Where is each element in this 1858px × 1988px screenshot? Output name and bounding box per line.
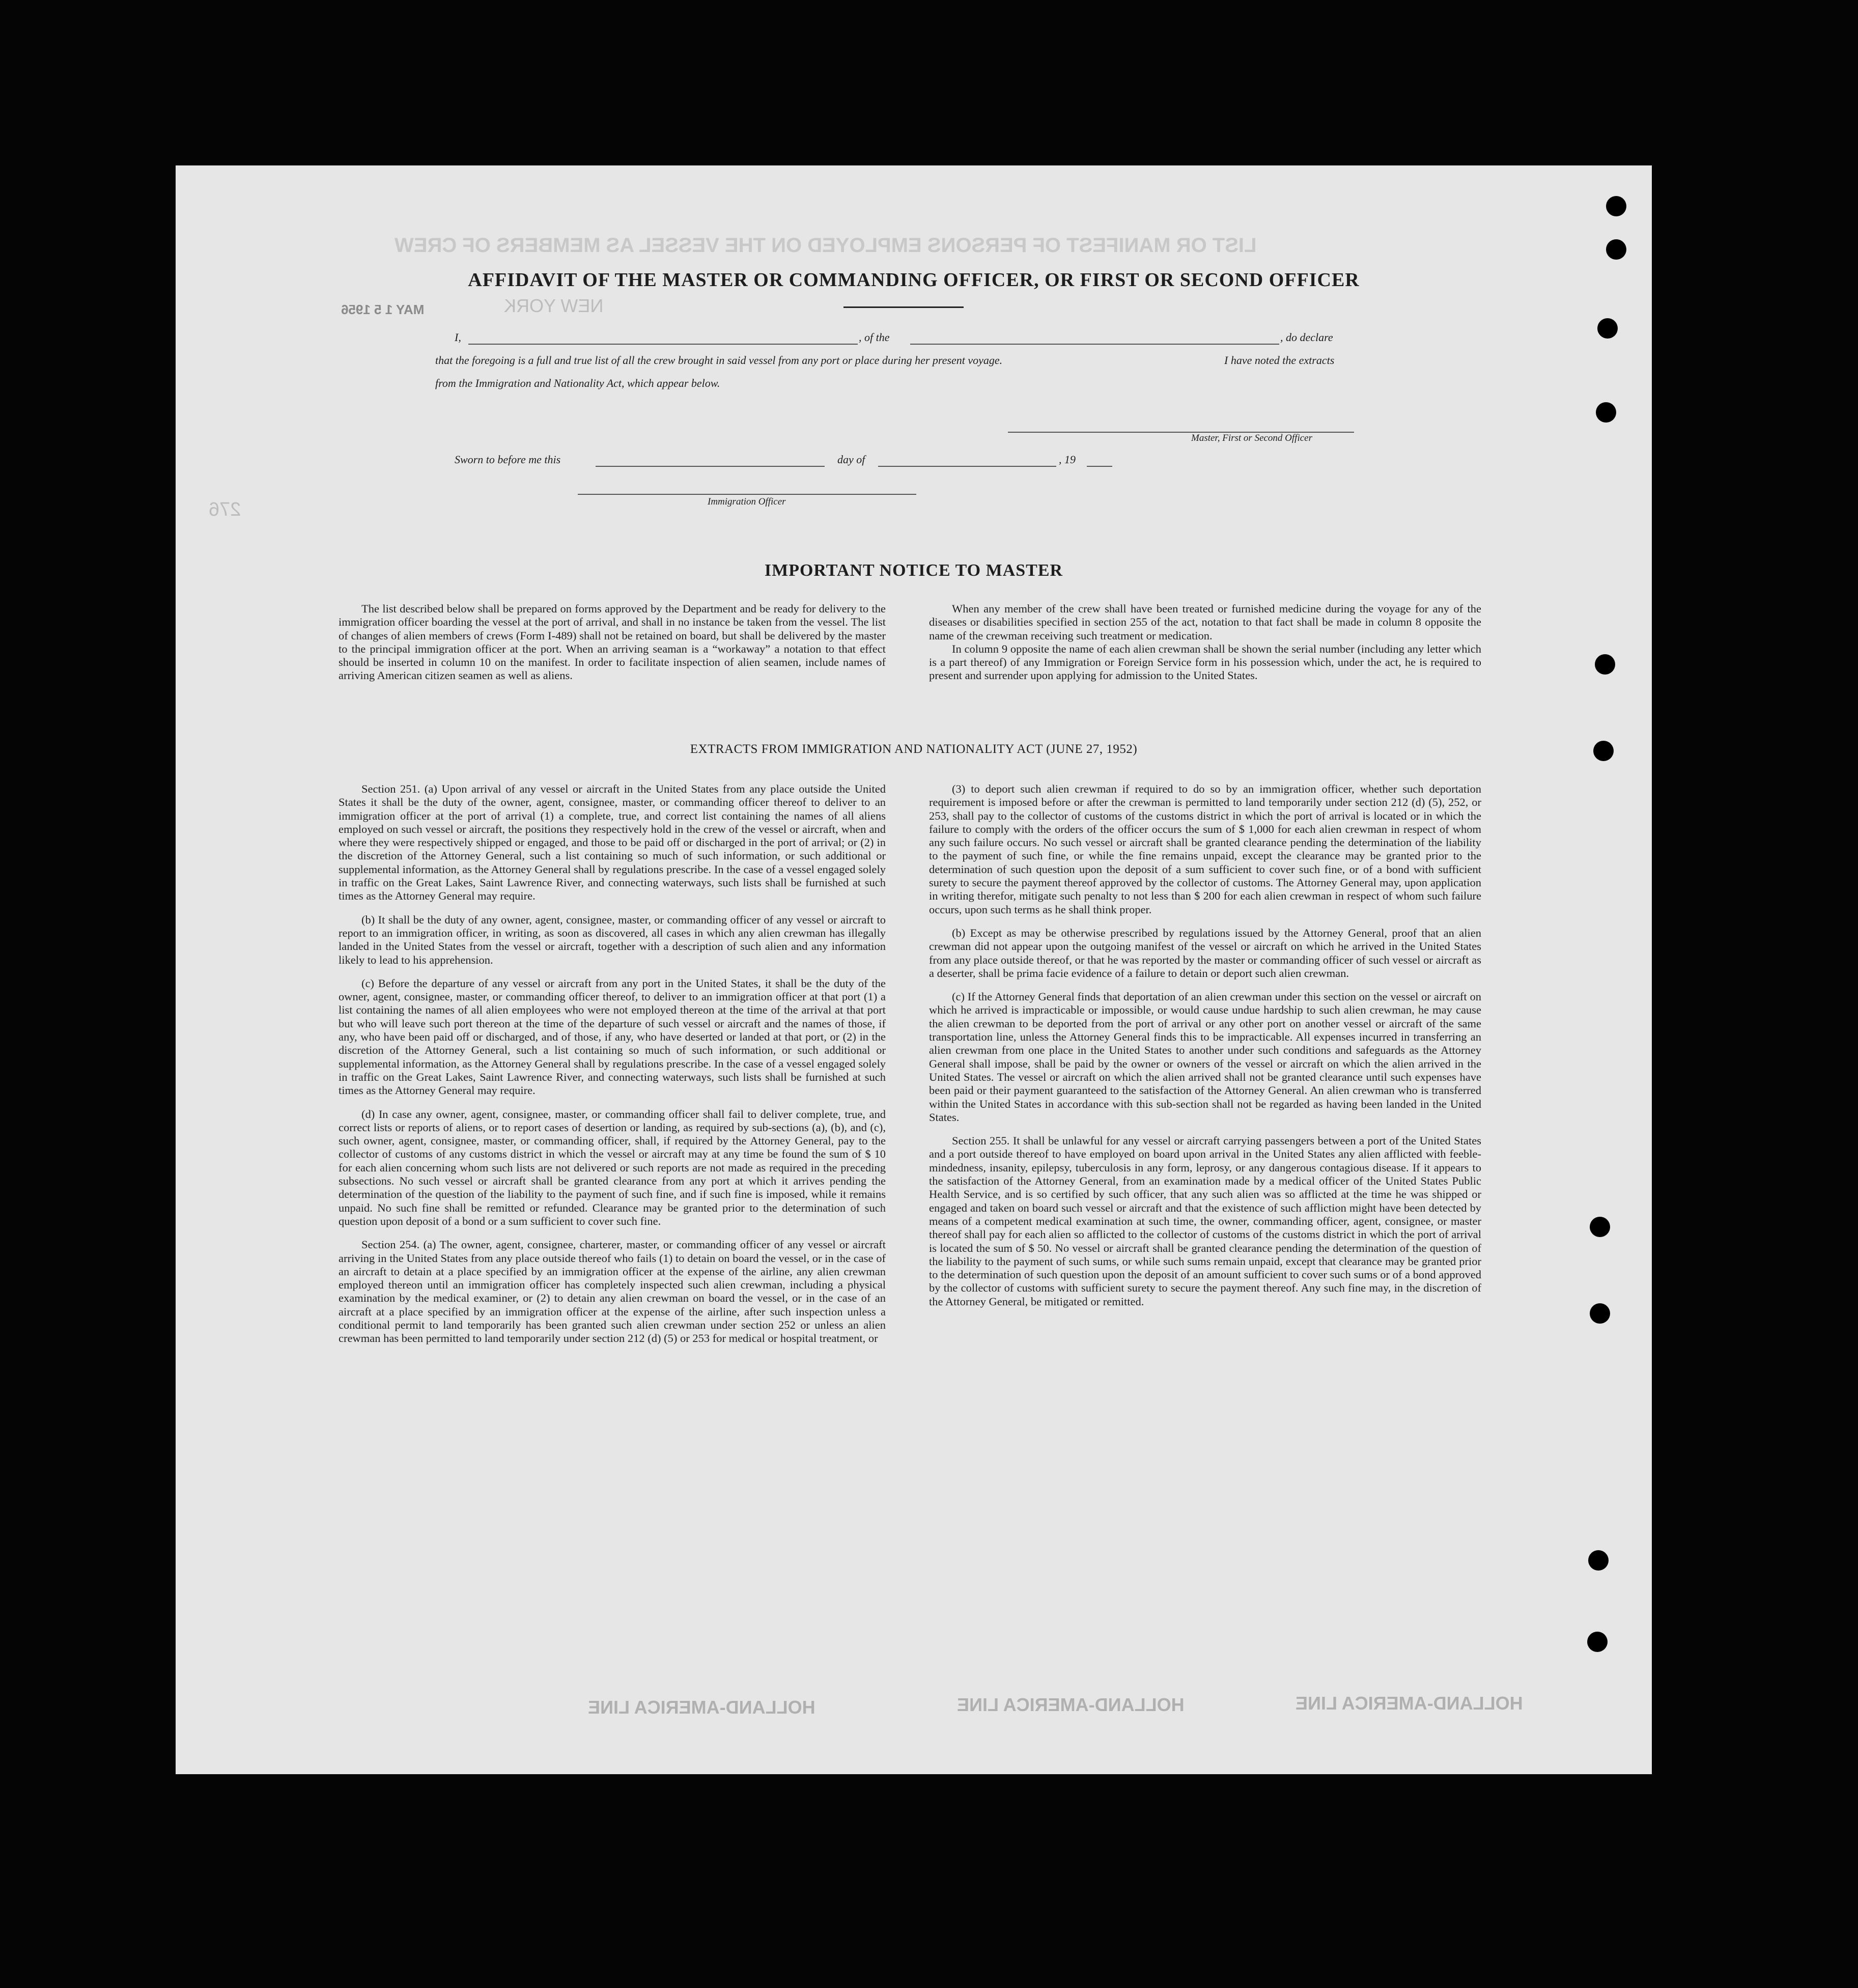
extract-paragraph: (b) Except as may be otherwise prescribed by regulations issued by the Attorney General, proof that an alien crewman did not appear upon the outgoing manifest of the vessel or aircraft on which he arrived in the United States from any place outside thereof, or that he was reported by the master or commanding officer of such vessel or aircraft as a deserter, shall be prima facie evidence of a failure to detain or deport such alien crewman. — [929, 926, 1481, 979]
vessel-field-line — [910, 344, 1279, 345]
signature-caption: Master, First or Second Officer — [1191, 433, 1313, 443]
punch-hole — [1590, 1217, 1610, 1237]
officer-caption: Immigration Officer — [708, 496, 786, 507]
punch-hole — [1593, 741, 1614, 761]
extracts-title: EXTRACTS FROM IMMIGRATION AND NATIONALITY ACT (JUNE 27, 1952) — [690, 742, 1138, 756]
punch-hole — [1606, 239, 1626, 260]
notice-right-column — [929, 602, 1481, 683]
extract-paragraph: (3) to deport such alien crewman if required to do so by an immigration officer, whether such deportation requirement is imposed before or after the crewman is permitted to land temporarily under section 212 (d) (5), 252, or 253, shall pay to the collector of customs of the customs district in which the port of arrival is located or in which the failure to comply with the orders of the officer occurs the sum of $ 1,000 for each alien crewman in respect of whom any such failure occurs. No such vessel or aircraft shall be granted clearance pending the determination of the liability to the payment of such fine, or while the fine remains unpaid, except the clearance may be granted prior to the determination of such question upon the deposit of a sum sufficient to cover such fine, or of a bond with sufficient surety to secure the payment thereof approved by the collector of customs. The Attorney General may, upon application in writing therefor, mitigate such penalty to not less than $ 200 for each alien crewman in respect of whom such failure occurs, upon such terms as he shall think proper. — [929, 782, 1481, 916]
notice-paragraph: When any member of the crew shall have been treated or furnished medicine during the voyage for any of the diseases or disabilities specified in section 255 of the act, notation to that fact shall be made in column 8 opposite the name of the crewman receiving such treatment or medication. — [929, 602, 1481, 642]
document-page — [176, 165, 1652, 1774]
extract-paragraph: Section 254. (a) The owner, agent, consignee, charterer, master, or commanding officer of any vessel or aircraft arriving in the United States from any place outside thereof who fails (1) to detain on board the vessel, or in the case of an aircraft to detain at a place specified by an immigration officer at the expense of the airline, any alien crewman employed thereon until an immigration officer has completely inspected such alien crewman, including a physical examination by the medical examiner, or (2) to detain any alien crewman on board the vessel, or in the case of an aircraft at a place specified by an immigration officer at the expense of the airline, after such inspection unless a conditional permit to land temporarily has been granted such alien crewman under section 252 or unless an alien crewman has been permitted to land temporarily under section 212 (d) (5) or 253 for medical or hospital treatment, or — [339, 1238, 886, 1345]
notice-left-column — [339, 602, 886, 683]
bleed-number: 276 — [209, 499, 241, 520]
punch-hole — [1588, 1550, 1609, 1571]
name-field-line — [468, 344, 858, 345]
affidavit-title: AFFIDAVIT OF THE MASTER OR COMMANDING OFFICER, OR FIRST OR SECOND OFFICER — [468, 269, 1360, 291]
affidavit-line-2-right: I have noted the extracts — [1224, 354, 1335, 367]
sworn-month-line — [878, 466, 1056, 467]
punch-hole — [1587, 1632, 1608, 1652]
bleed-stamp-1: HOLLAND-AMERICA LINE — [588, 1697, 815, 1718]
bleed-stamp-2: HOLLAND-AMERICA LINE — [957, 1694, 1185, 1715]
extract-paragraph: (d) In case any owner, agent, consignee, master, or commanding officer shall fail to deliver complete, true, and correct lists or reports of aliens, or to report cases of desertion or landing, as required by sub-sections (a), (b), and (c), such owner, agent, consignee, master, or commanding officer, shall, if required by the Attorney General, pay to the collector of customs of any customs district in which the vessel or aircraft may at any time be found the sum of $ 10 for each alien concerning whom such lists are not delivered or such reports are not made as required in the preceding subsections. No such vessel or aircraft shall be granted clearance from any port at which it arrives pending the determination of the question of the liability to the payment of such fine, and if such fine is imposed, while it remains unpaid. No such fine shall be remitted or refunded. Clearance may be granted prior to the determination of such question upon deposit of a bond or a sum sufficient to cover such fine. — [339, 1107, 886, 1227]
sworn-day-line — [596, 466, 825, 467]
notice-paragraph: The list described below shall be prepared on forms approved by the Department and be ready for delivery to the immigration officer boarding the vessel at the port of arrival, and shall in no instance be taken from the vessel. The list of changes of alien members of crews (Form I-489) shall not be retained on board, but shall be delivered by the master to the principal immigration officer at the port. When an arriving seaman is a “workaway” a notation to that effect should be inserted in column 10 on the manifest. In order to facilitate inspection of alien seamen, include names of arriving American citizen seamen as well as aliens. — [339, 602, 886, 682]
affidavit-line-2: that the foregoing is a full and true list of all the crew brought in said vessel from any port or place during her present voyage. — [435, 354, 1003, 367]
bleed-stamp-3: HOLLAND-AMERICA LINE — [1296, 1693, 1523, 1714]
officer-signature-line — [578, 494, 916, 495]
extracts-left-column — [339, 782, 886, 1346]
notice-paragraph: In column 9 opposite the name of each alien crewman shall be shown the serial number (including any letter which is a part thereof) of any Immigration or Foreign Service form in his possession which, under the act, he is required to present and surrender upon applying for admission to the United States. — [929, 642, 1481, 682]
punch-hole — [1596, 402, 1616, 423]
punch-hole — [1595, 654, 1615, 675]
affidavit-line-3: from the Immigration and Nationality Act, which appear below. — [435, 377, 720, 389]
extracts-right-column — [929, 782, 1481, 1308]
bleed-date: MAY 1 5 1956 — [341, 302, 425, 317]
extract-paragraph: Section 251. (a) Upon arrival of any vessel or aircraft in the United States from any place outside the United States it shall be the duty of the owner, agent, consignee, master, or commanding officer thereof to deliver to an immigration officer at the port of arrival (1) a complete, true, and correct list containing the names of all aliens employed on such vessel or aircraft, the positions they respectively hold in the crew of the vessel or aircraft, when and where they were respectively shipped or engaged, and those to be paid off or discharged in the port of arrival; or (2) in the discretion of the Attorney General, such a list containing so much of such information, or such additional or supplemental information, as the Attorney General shall by regulations prescribe. In the case of a vessel engaged solely in traffic on the Great Lakes, Saint Lawrence River, and connecting waterways, such lists shall be furnished at such times as the Attorney General may require. — [339, 782, 886, 903]
year-label: , 19 — [1059, 453, 1076, 466]
sworn-year-line — [1087, 466, 1112, 467]
bleed-header: LIST OR MANIFEST OF PERSONS EMPLOYED ON THE VESSEL AS MEMBERS OF CREW — [395, 234, 1257, 257]
bleed-port: NEW YORK — [504, 295, 604, 316]
punch-hole — [1590, 1303, 1610, 1324]
extract-paragraph: Section 255. It shall be unlawful for any vessel or aircraft carrying passengers between a port of the United States and a port outside thereof to have employed on board upon arrival in the United States any alien afflicted with feeble-mindedness, insanity, epilepsy, tuberculosis in any form, leprosy, or any dangerous contagious disease. If it appears to the satisfaction of the Attorney General, from an examination made by a medical officer of the United States Public Health Service, and is so certified by such officer, that any such alien was so afflicted at the time he was shipped or engaged and taken on board such vessel or aircraft and that the existence of such affliction might have been detected by means of a competent medical examination at such time, the owner, commanding officer, agent, consignee, or master thereof shall pay for each alien so afflicted to the collector of customs of the customs district in which the port of arrival is located the sum of $ 50. No vessel or aircraft shall be granted clearance pending the determination of the question of the liability to the payment of such sums, or while such sums remain unpaid, except that clearance may be granted prior to the determination of such question upon the deposit of an amount sufficient to cover such sums or of a bond approved by the collector of customs with sufficient surety to secure the payment thereof. Any such fine may, in the discretion of the Attorney General, be mitigated or remitted. — [929, 1134, 1481, 1308]
extract-paragraph: (b) It shall be the duty of any owner, agent, consignee, master, or commanding officer of any vessel or aircraft to report to an immigration officer, in writing, as soon as discovered, all cases in which any alien crewman has illegally landed in the United States from the vessel or aircraft, together with a description of such alien and any information likely to lead to his apprehension. — [339, 913, 886, 966]
notice-title: IMPORTANT NOTICE TO MASTER — [764, 561, 1063, 580]
affidavit-i-label: I, — [455, 331, 461, 344]
sworn-label: Sworn to before me this — [455, 453, 561, 466]
extract-paragraph: (c) If the Attorney General finds that deportation of an alien crewman under this section on the vessel or aircraft on which he arrived is impracticable or impossible, or would cause undue hardship to such alien crewman, he may cause the alien crewman to be deported from the port of arrival or any other port on another vessel or aircraft of the same transportation line, unless the Attorney General finds this to be impracticable. All expenses incurred in transferring an alien crewman from one place in the United States to another under such conditions and safeguards as the Attorney General shall impose, shall be paid by the owner or owners of the vessel or aircraft on which the alien arrived in the United States. The vessel or aircraft on which the alien arrived shall not be granted clearance until such expenses have been paid or their payment guaranteed to the satisfaction of the Attorney General. An alien crewman who is transferred within the United States in accordance with this sub-section shall not be regarded as having been landed in the United States. — [929, 990, 1481, 1124]
extract-paragraph: (c) Before the departure of any vessel or aircraft from any port in the United States, it shall be the duty of the owner, agent, consignee, master, or commanding officer thereof, to deliver to an immigration officer at that port (1) a list containing the names of all alien employees who were not employed thereon at the time of the arrival at that port but who will leave such port thereon at the time of the departure of such vessel or aircraft and the names of those, if any, who have been paid off or discharged, and of those, if any, who have deserted or landed at that port, or (2) in the discretion of the Attorney General, such a list containing so much of such information, or such additional or supplemental information, as the Attorney General shall by regulations prescribe. In the case of a vessel engaged solely in traffic on the Great Lakes, Saint Lawrence River, and connecting waterways, such lists shall be furnished at such times as the Attorney General may require. — [339, 976, 886, 1097]
punch-hole — [1597, 318, 1618, 339]
day-of-label: day of — [837, 453, 865, 466]
affidavit-of-the-label: , of the — [859, 331, 890, 344]
punch-hole — [1606, 196, 1626, 216]
title-rule — [843, 306, 964, 308]
affidavit-declare-label: , do declare — [1280, 331, 1333, 344]
